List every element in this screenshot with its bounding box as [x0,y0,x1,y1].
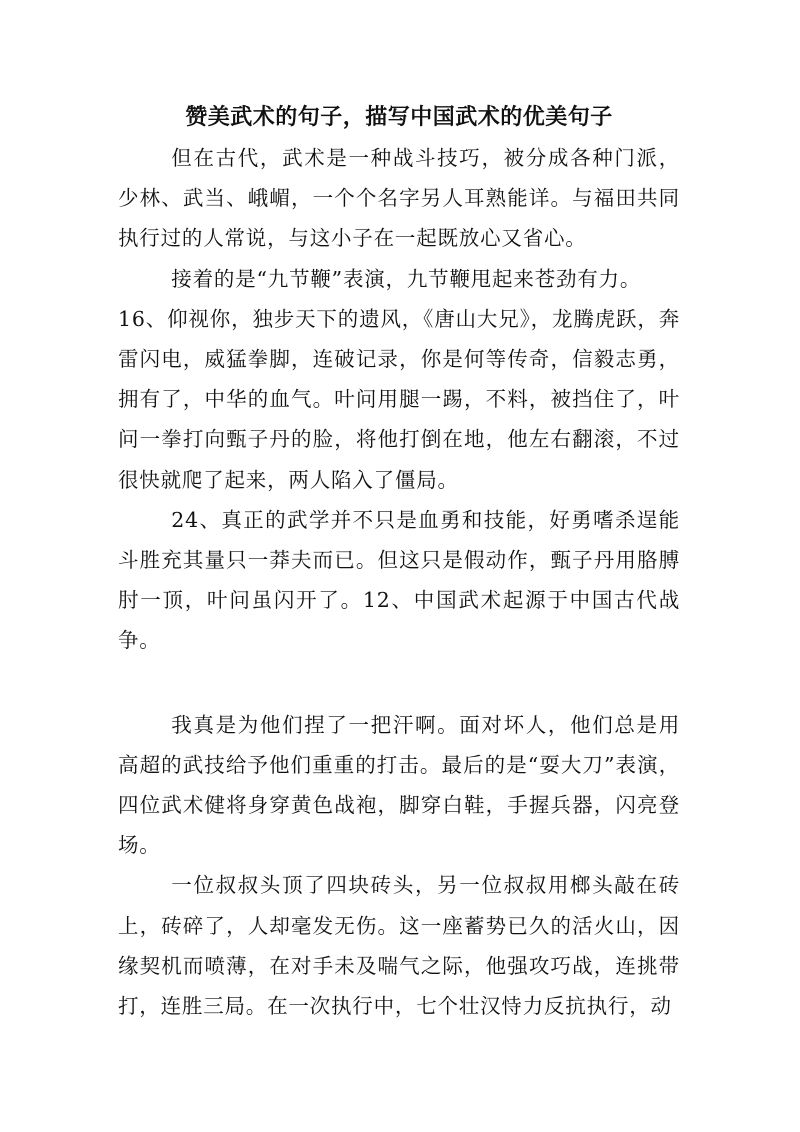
paragraph-4: 24、真正的武学并不只是血勇和技能，好勇嗜杀逞能斗胜充其量只一莽夫而已。但这只是假动作，甄子丹用胳膊肘一顶，叶问虽闪开了。12、中国武术起源于中国古代战争。 [118,507,680,653]
paragraph-5: 我真是为他们捏了一把汗啊。面对坏人，他们总是用高超的武技给予他们重重的打击。最后的是“耍大刀”表演，四位武术健将身穿黄色战袍，脚穿白鞋，手握兵器，闪亮登场。 [118,712,680,858]
document-title: 赞美武术的句子，描写中国武术的优美句子 [185,105,613,130]
document-page [118,100,680,1026]
paragraph-2: 接着的是“九节鞭”表演，九节鞭甩起来苍劲有力。 [171,266,642,291]
paragraph-1: 但在古代，武术是一种战斗技巧，被分成各种门派，少林、武当、峨嵋，一个个名字另人耳熟能详。与福田共同执行过的人常说，与这小子在一起既放心又省心。 [118,146,680,251]
paragraph-6: 一位叔叔头顶了四块砖头，另一位叔叔用榔头敲在砖上，砖碎了，人却毫发无伤。这一座蓄势已久的活火山，因缘契机而喷薄，在对手未及喘气之际，他强攻巧战，连挑带打，连胜三局。在一次执行中，七个壮汉恃力反抗执行，动 [118,873,680,1019]
paragraph-3: 16、仰视你，独步天下的遗风，《唐山大兄》，龙腾虎跃，奔雷闪电，威猛拳脚，连破记录，你是何等传奇，信毅志勇，拥有了，中华的血气。叶问用腿一踢，不料，被挡住了，叶问一拳打向甄子丹的脸，将他打倒在地，他左右翻滚，不过很快就爬了起来，两人陷入了僵局。 [118,306,680,492]
paragraph-spacer [118,661,680,705]
